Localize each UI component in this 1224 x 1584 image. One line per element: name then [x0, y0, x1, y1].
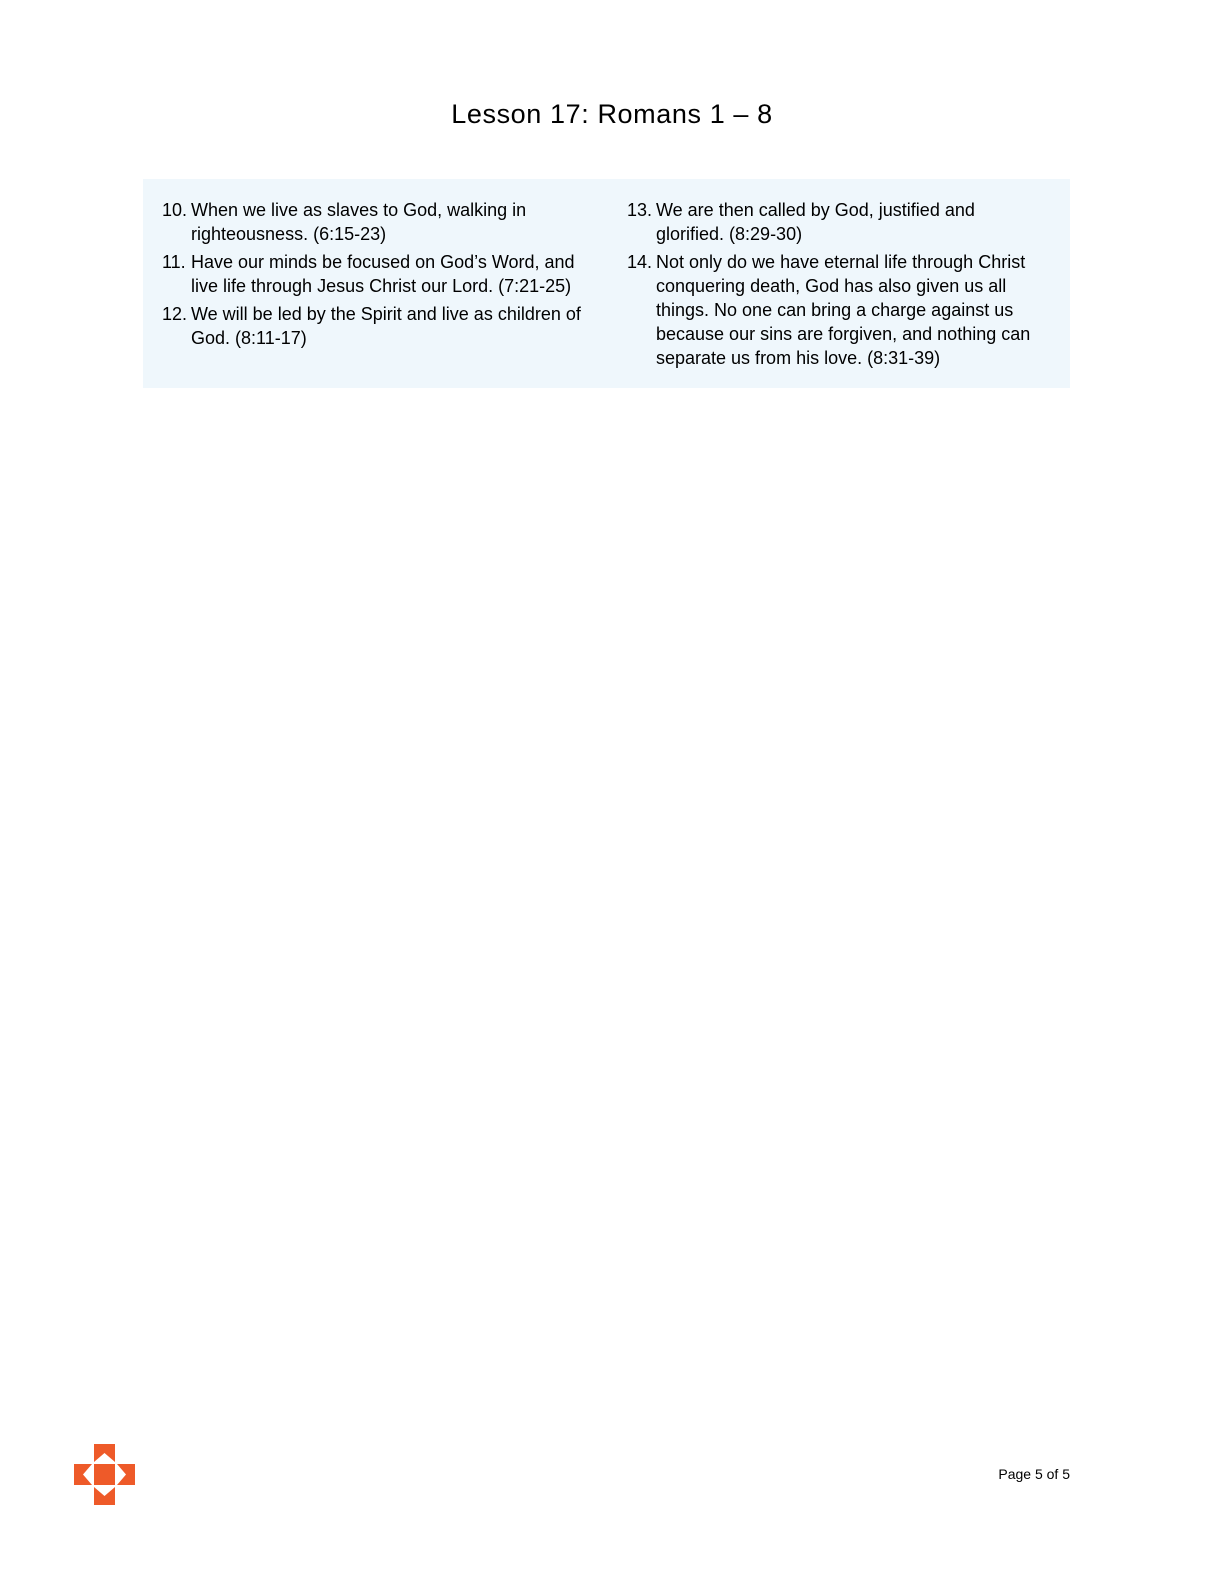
list-item-text: When we live as slaves to God, walking in righteousness. (6:15-23): [191, 200, 527, 244]
list-item-number: 14.: [627, 252, 653, 272]
page-number: Page 5 of 5: [998, 1466, 1070, 1482]
list-item: [162, 250, 582, 298]
list-item-text: We will be led by the Spirit and live as children of God. (8:11-17): [191, 304, 581, 348]
list-item-text: Not only do we have eternal life through Christ conquering death, God has also given us all things. No one can bring a charge against us because our sins are forgiven, and nothing can separate us from his love. (8:31-39): [656, 252, 1031, 368]
list-item: [162, 198, 582, 246]
list-item-number: 12.: [162, 304, 188, 324]
list-item-text: Have our minds be focused on God’s Word, and live life through Jesus Christ our Lord. (7:21-25): [191, 252, 575, 296]
list-item-number: 10.: [162, 200, 188, 220]
list-item-text: We are then called by God, justified and glorified. (8:29-30): [656, 200, 975, 244]
orange-cross-logo-icon: [74, 1444, 135, 1505]
list-item: [627, 198, 1047, 246]
summary-right-column: [627, 198, 1047, 374]
list-item-number: 11.: [162, 252, 186, 272]
page-title: Lesson 17: Romans 1 – 8: [451, 99, 773, 129]
list-item-number: 13.: [627, 200, 653, 220]
list-item: [162, 302, 582, 350]
list-item: [627, 250, 1047, 370]
summary-left-column: [162, 198, 582, 354]
summary-box: [143, 179, 1070, 388]
